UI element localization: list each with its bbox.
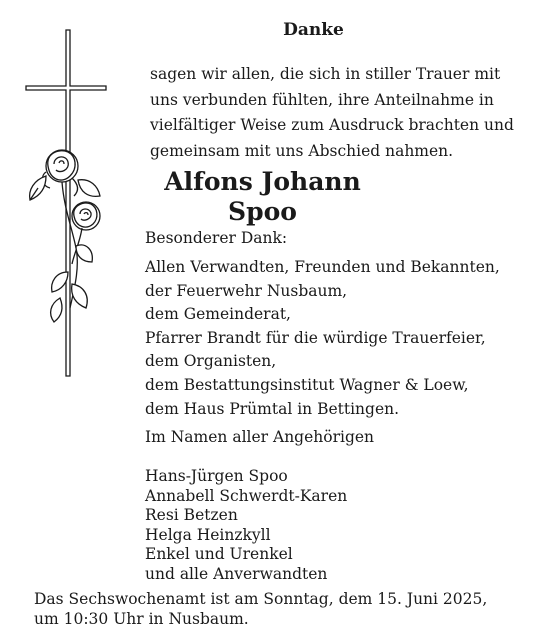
special-thanks-title: Besonderer Dank: [145,229,288,247]
thanks-recipient: dem Haus Prümtal in Bettingen. [145,399,400,418]
thanks-recipient: dem Organisten, [145,352,277,371]
thanks-recipient: der Feuerwehr Nusbaum, [145,281,348,300]
intro-line: vielfältiger Weise zum Ausdruck brachten und [150,116,514,135]
special-thanks-list [145,256,500,421]
intro-line: gemeinsam mit uns Abschied nahmen. [150,141,454,160]
signer: Resi Betzen [145,506,238,524]
deceased-first-names: Alfons Johann [164,167,361,196]
intro-line: uns verbunden fühlten, ihre Anteilnahme in [150,90,494,109]
heading-danke: Danke [283,20,344,40]
signer: Enkel und Urenkel [145,545,293,563]
thanks-recipient: dem Gemeinderat, [145,305,291,324]
thanks-recipient: Pfarrer Brandt für die würdige Trauerfeier, [145,328,486,347]
memorial-mass-notice [34,590,487,629]
thanks-recipient: Allen Verwandten, Freunden und Bekannten, [145,258,500,276]
intro-paragraph [150,62,514,164]
signer: Annabell Schwerdt-Karen [145,486,348,505]
thanks-recipient: dem Bestattungsinstitut Wagner & Loew, [145,375,469,394]
cross-with-roses-icon [20,28,120,378]
footer-line: um 10:30 Uhr in Nusbaum. [34,609,249,628]
signer: Hans-Jürgen Spoo [145,467,288,485]
closing-line: Im Namen aller Angehörigen [145,428,375,446]
intro-line: sagen wir allen, die sich in stiller Trauer mit [150,65,501,83]
signers-list [145,467,347,584]
footer-line: Das Sechswochenamt ist am Sonntag, dem 15. Juni 2025, [34,590,488,608]
deceased-surname: Spoo [228,197,297,226]
signer: und alle Anverwandten [145,564,328,583]
signer: Helga Heinzkyll [145,525,271,544]
